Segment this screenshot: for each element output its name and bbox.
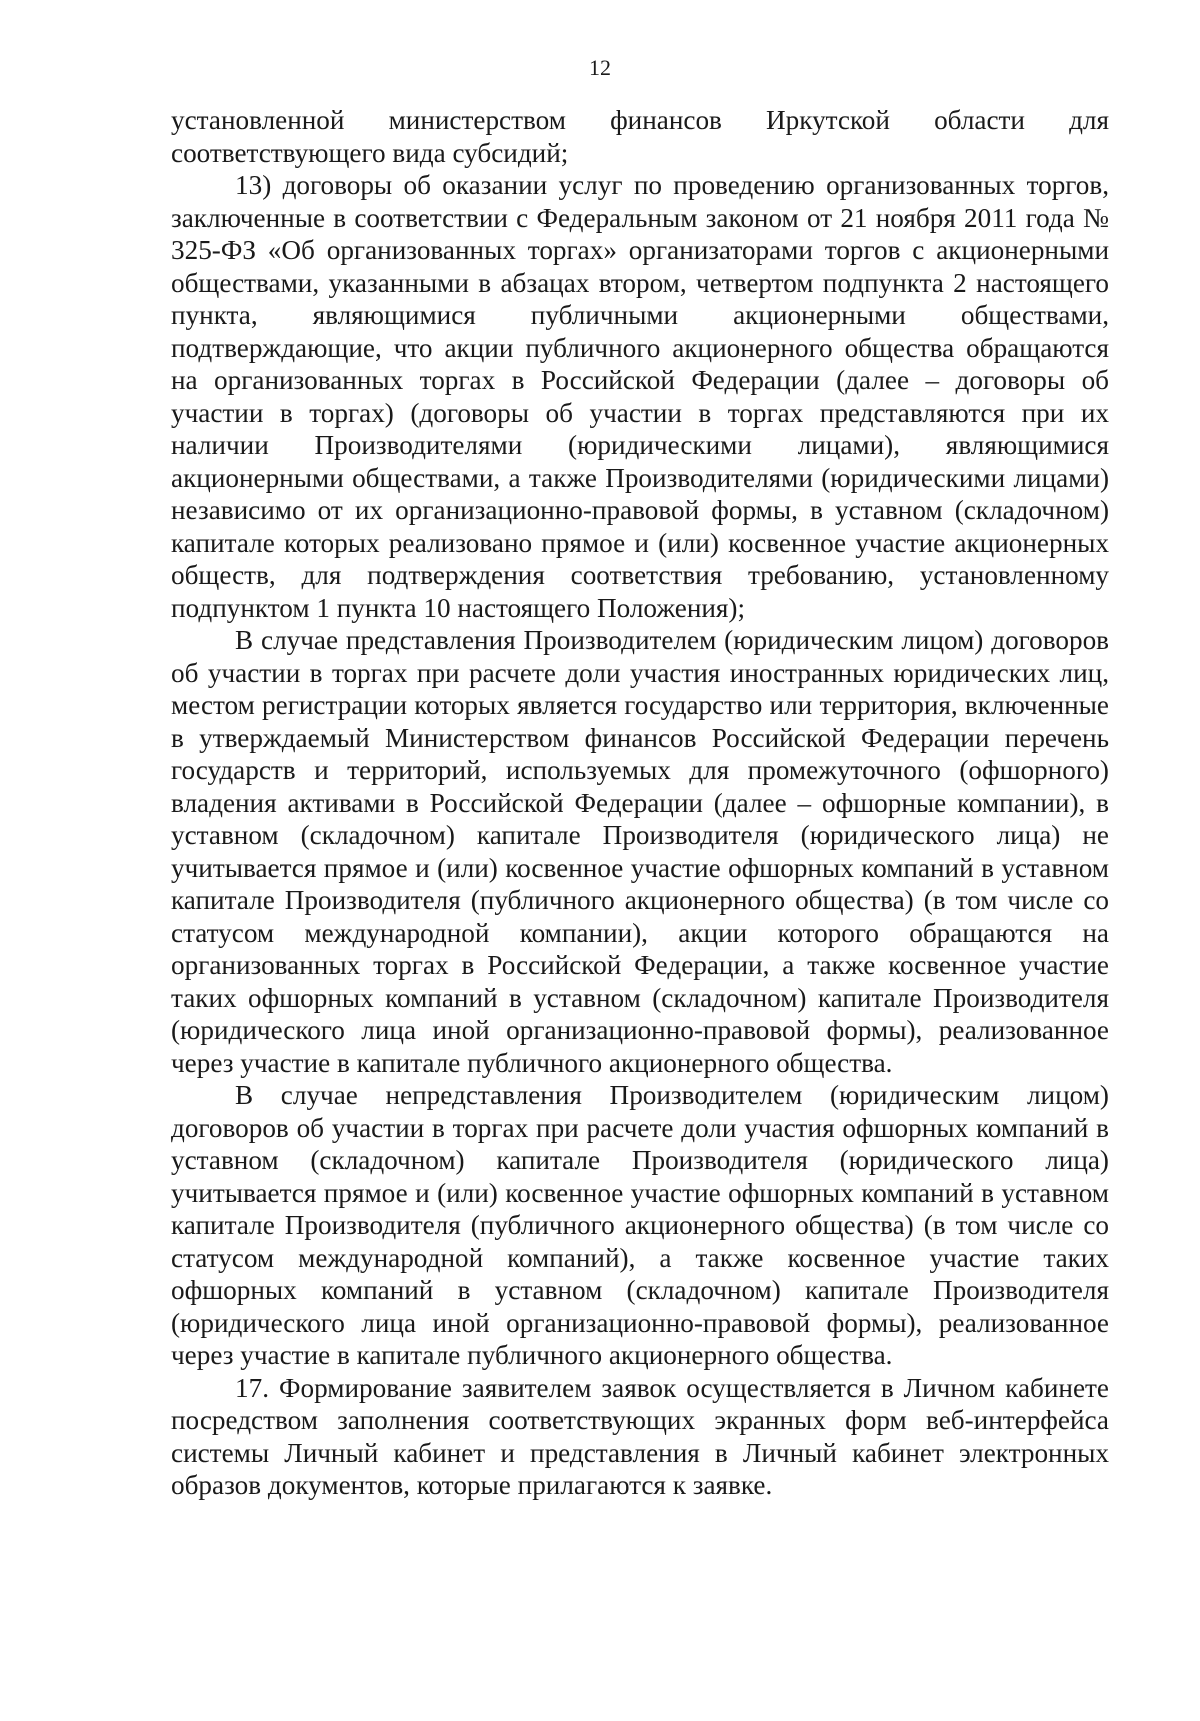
paragraph-item-17-application-forming: 17. Формирование заявителем заявок осуществляется в Личном кабинете посредством заполнения соответствующих экранных форм веб-интерфейса системы Личный кабинет и представления в Личный кабинет электронных образов документов, которые прилагаются к заявке. <box>171 1372 1109 1500</box>
paragraph-item-13-trading-contracts: 13) договоры об оказании услуг по проведению организованных торгов, заключенные в соответствии с Федеральным законом от 21 ноября 2011 года № 325-ФЗ «Об организованных торгах» организаторами торгов с акционерными обществами, указанными в абзацах втором, четвертом подпункта 2 настоящего пункта, являющимися публичными акционерными обществами, подтверждающие, что акции публичного акционерного общества обращаются на организованных торгах в Российской Федерации (далее – договоры об участии в торгах) (договоры об участии в торгах представляются при их наличии Производителями (юридическими лицами), являющимися акционерными обществами, а также Производителями (юридическими лицами) независимо от их организационно-правовой формы, в уставном (складочном) капитале которых реализовано прямое и (или) косвенное участие акционерных обществ, для подтверждения соответствия требованию, установленному подпунктом 1 пункта 10 настоящего Положения); <box>171 170 1109 623</box>
page-number: 12 <box>589 55 611 80</box>
paragraph-continuation: установленной министерством финансов Иркутской области для соответствующего вида субсидий; <box>171 105 1109 168</box>
paragraph-contracts-submitted: В случае представления Производителем (юридическим лицом) договоров об участии в торгах при расчете доли участия иностранных юридических лиц, местом регистрации которых является государство или территория, включенные в утверждаемый Министерством финансов Российской Федерации перечень государств и территорий, используемых для промежуточного (офшорного) владения активами в Российской Федерации (далее – офшорные компании), в уставном (складочном) капитале Производителя (юридического лица) не учитывается прямое и (или) косвенное участие офшорных компаний в уставном капитале Производителя (публичного акционерного общества) (в том числе со статусом международной компании), акции которого обращаются на организованных торгах в Российской Федерации, а также косвенное участие таких офшорных компаний в уставном (складочном) капитале Производителя (юридического лица иной организационно-правовой формы), реализованное через участие в капитале публичного акционерного общества. <box>171 625 1109 1078</box>
paragraph-contracts-not-submitted: В случае непредставления Производителем (юридическим лицом) договоров об участии в торгах при расчете доли участия офшорных компаний в уставном (складочном) капитале Производителя (юридического лица) учитывается прямое и (или) косвенное участие офшорных компаний в уставном капитале Производителя (публичного акционерного общества) (в том числе со статусом международной компаний), а также косвенное участие таких офшорных компаний в уставном (складочном) капитале Производителя (юридического лица иной организационно-правовой формы), реализованное через участие в капитале публичного акционерного общества. <box>171 1080 1109 1370</box>
document-body <box>171 104 1109 1502</box>
